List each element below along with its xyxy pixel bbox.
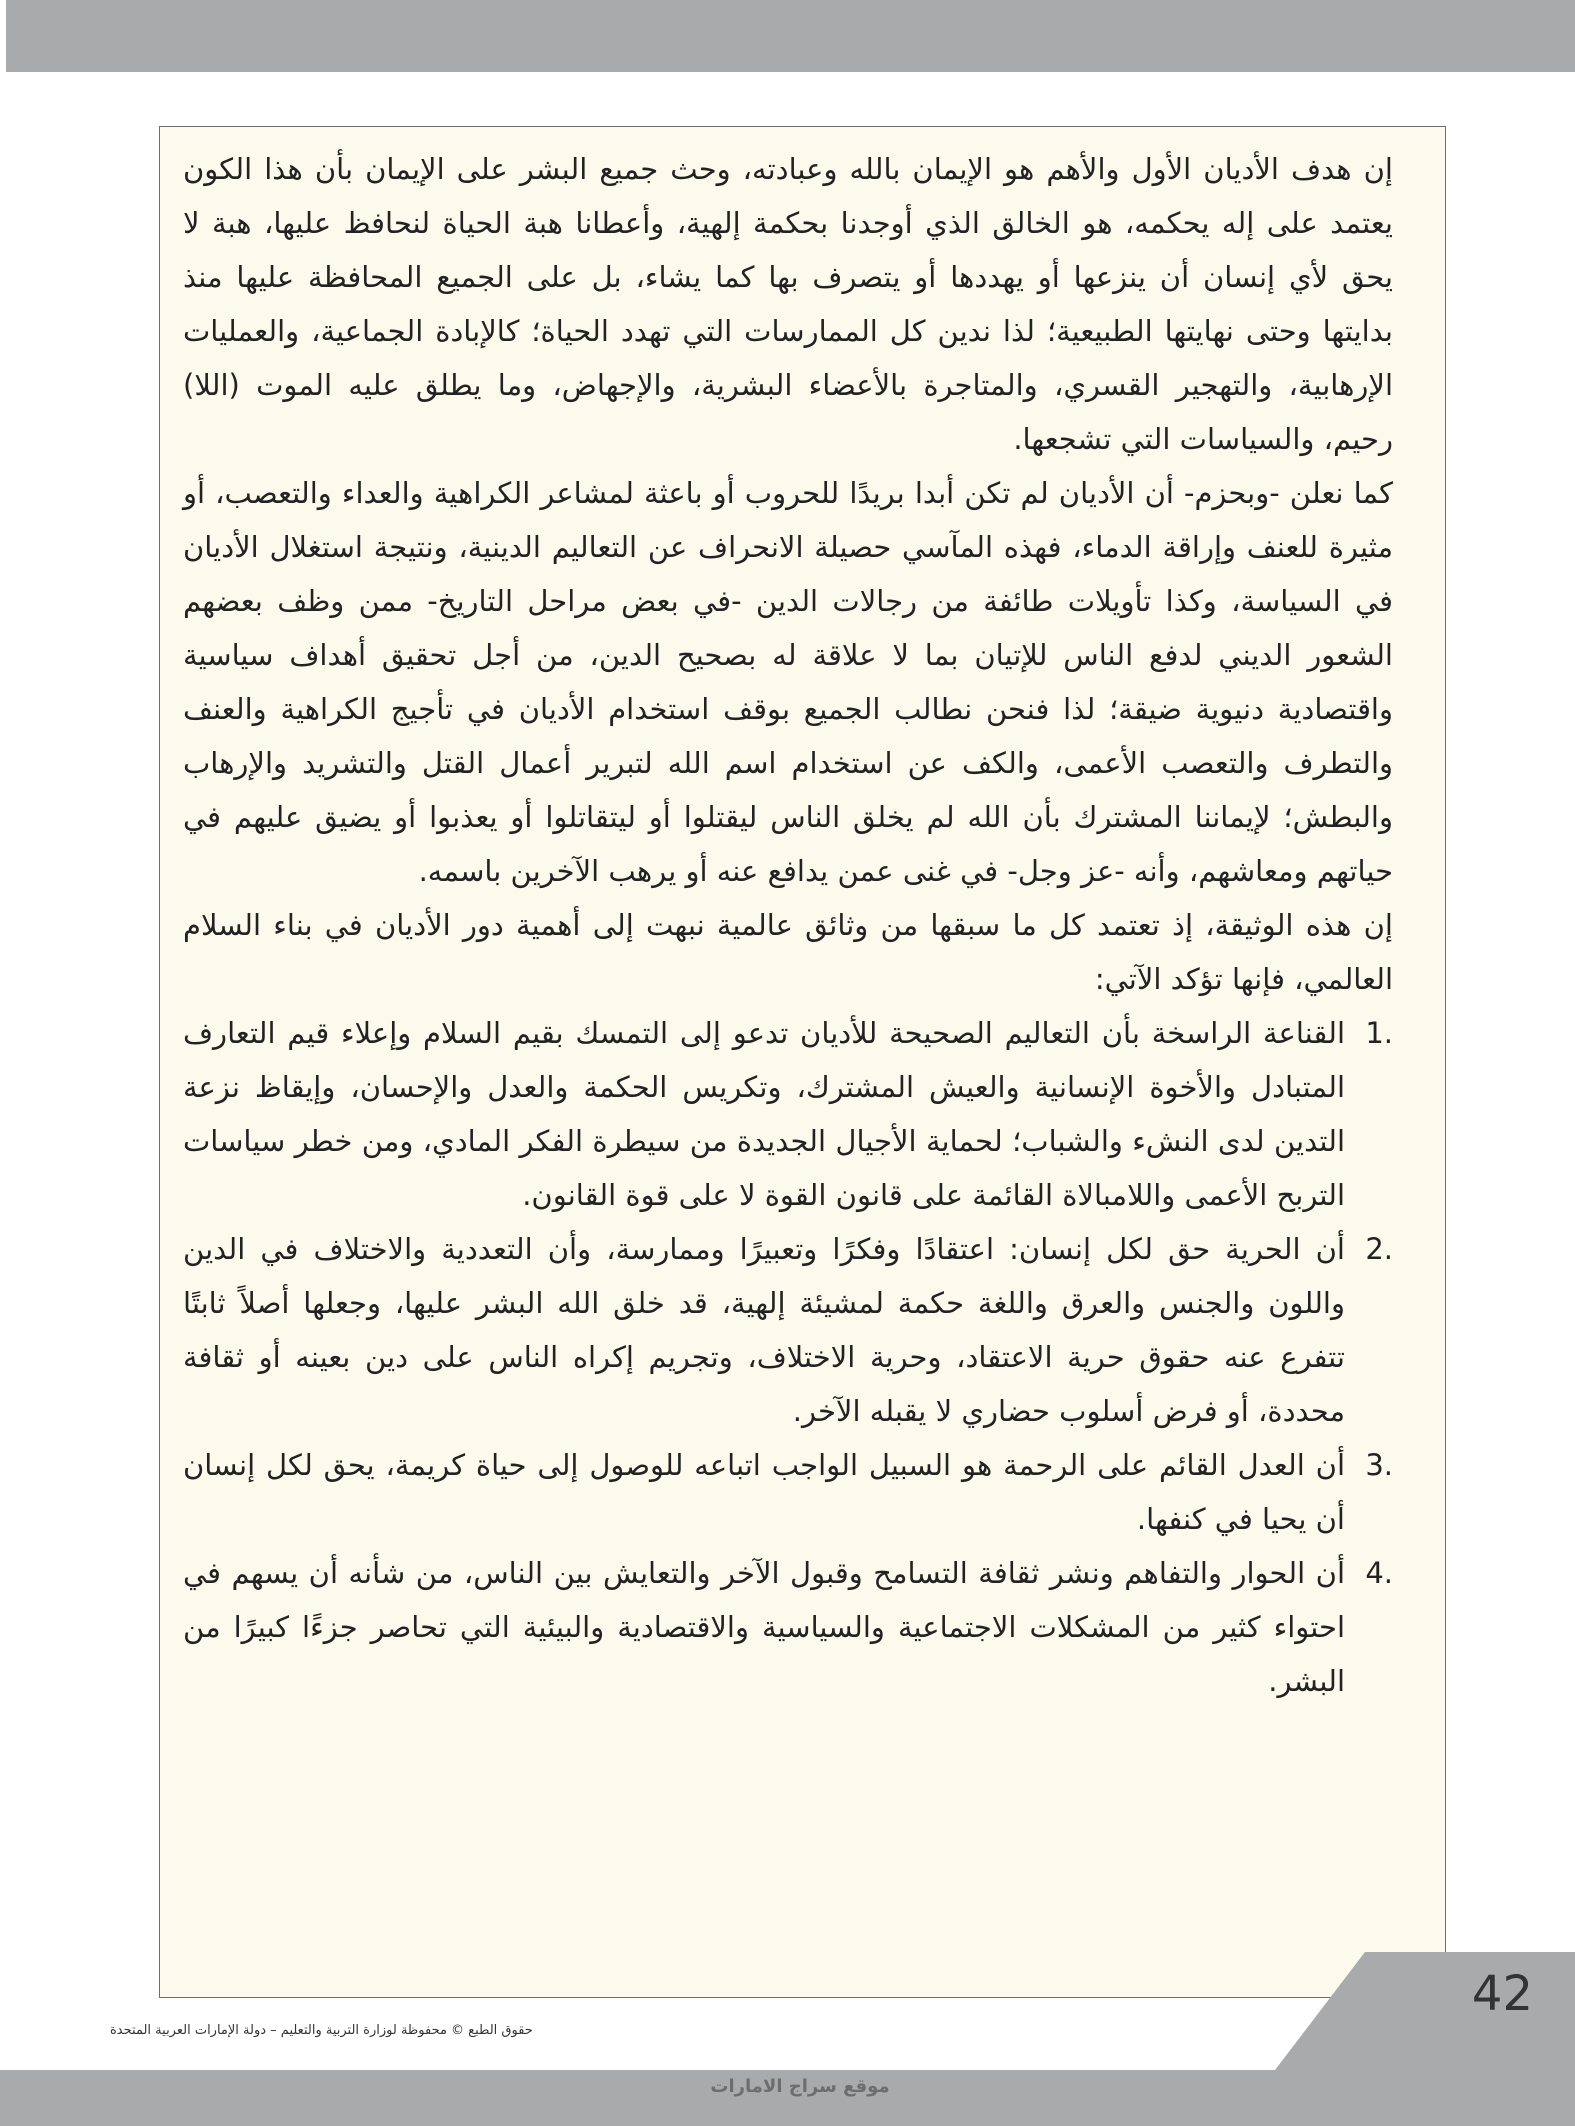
document-body [183, 142, 1393, 1708]
copyright-notice: حقوق الطبع © محفوظة لوزارة التربية والتعليم – دولة الإمارات العربية المتحدة [110, 2023, 533, 2038]
list-item-text: القناعة الراسخة بأن التعاليم الصحيحة للأديان تدعو إلى التمسك بقيم السلام وإعلاء قيم التعارف المتبادل والأخوة الإنسانية والعيش المشترك، وتكريس الحكمة والعدل والإحسان، وإيقاظ نزعة التدين لدى النشء والشباب؛ لحماية الأجيال الجديدة من سيطرة الفكر المادي، ومن خطر سياسات التربح الأعمى واللامبالاة القائمة على قانون القوة لا على قوة القانون. [183, 1016, 1345, 1212]
list-item-text: أن الحوار والتفاهم ونشر ثقافة التسامح وقبول الآخر والتعايش بين الناس، من شأنه أن يسهم في احتواء كثير من المشكلات الاجتماعية والسياسية والاقتصادية والبيئية التي تحاصر جزءًا كبيرًا من البشر. [183, 1556, 1345, 1698]
numbered-list [183, 1006, 1393, 1708]
list-item [183, 1222, 1393, 1438]
paragraph-2: كما نعلن -وبحزم- أن الأديان لم تكن أبدا بريدًا للحروب أو باعثة لمشاعر الكراهية والعداء والتعصب، أو مثيرة للعنف وإراقة الدماء، فهذه المآسي حصيلة الانحراف عن التعاليم الدينية، ونتيجة استغلال الأديان في السياسة، وكذا تأويلات طائفة من رجالات الدين -في بعض مراحل التاريخ- ممن وظف بعضهم الشعور الديني لدفع الناس للإتيان بما لا علاقة له بصحيح الدين، من أجل تحقيق أهداف سياسية واقتصادية دنيوية ضيقة؛ لذا فنحن نطالب الجميع بوقف استخدام الأديان في تأجيج الكراهية والعنف والتطرف والتعصب الأعمى، والكف عن استخدام اسم الله لتبرير أعمال القتل والتشريد والإرهاب والبطش؛ لإيماننا المشترك بأن الله لم يخلق الناس ليقتلوا أو ليتقاتلوا أو يعذبوا أو يضيق عليهم في حياتهم ومعاشهم، وأنه -عز وجل- في غنى عمن يدافع عنه أو يرهب الآخرين باسمه. [183, 476, 1393, 888]
list-item-number: 2. [1365, 1232, 1393, 1266]
list-item-number: 3. [1365, 1448, 1393, 1482]
list-item [183, 1438, 1393, 1546]
list-item [183, 1006, 1393, 1222]
page-number: 42 [1471, 1966, 1533, 2022]
list-item [183, 1546, 1393, 1708]
top-header-bar [6, 0, 1575, 72]
paragraph-3: إن هذه الوثيقة، إذ تعتمد كل ما سبقها من وثائق عالمية نبهت إلى أهمية دور الأديان في بناء السلام العالمي، فإنها تؤكد الآتي: [183, 908, 1393, 996]
list-item-text: أن الحرية حق لكل إنسان: اعتقادًا وفكرًا وتعبيرًا وممارسة، وأن التعددية والاختلاف في الدين واللون والجنس والعرق واللغة حكمة لمشيئة إلهية، قد خلق الله البشر عليها، وجعلها أصلاً ثابتًا تتفرع عنه حقوق حرية الاعتقاد، وحرية الاختلاف، وتجريم إكراه الناس على دين بعينه أو ثقافة محددة، أو فرض أسلوب حضاري لا يقبله الآخر. [183, 1232, 1345, 1428]
list-item-number: 1. [1365, 1016, 1393, 1050]
list-item-text: أن العدل القائم على الرحمة هو السبيل الواجب اتباعه للوصول إلى حياة كريمة، يحق لكل إنسان أن يحيا في كنفها. [183, 1448, 1345, 1536]
site-watermark-label: موقع سراج الامارات [710, 2076, 890, 2097]
list-item-number: 4. [1365, 1556, 1393, 1590]
paragraph-1: إن هدف الأديان الأول والأهم هو الإيمان بالله وعبادته، وحث جميع البشر على الإيمان بأن هذا الكون يعتمد على إله يحكمه، هو الخالق الذي أوجدنا بحكمة إلهية، وأعطانا هبة الحياة لنحافظ عليها، هبة لا يحق لأي إنسان أن ينزعها أو يهددها أو يتصرف بها كما يشاء، بل على الجميع المحافظة عليها منذ بدايتها وحتى نهايتها الطبيعية؛ لذا ندين كل الممارسات التي تهدد الحياة؛ كالإبادة الجماعية، والعمليات الإرهابية، والتهجير القسري، والمتاجرة بالأعضاء البشرية، والإجهاض، وما يطلق عليه الموت (اللا) رحيم، والسياسات التي تشجعها. [183, 152, 1393, 456]
